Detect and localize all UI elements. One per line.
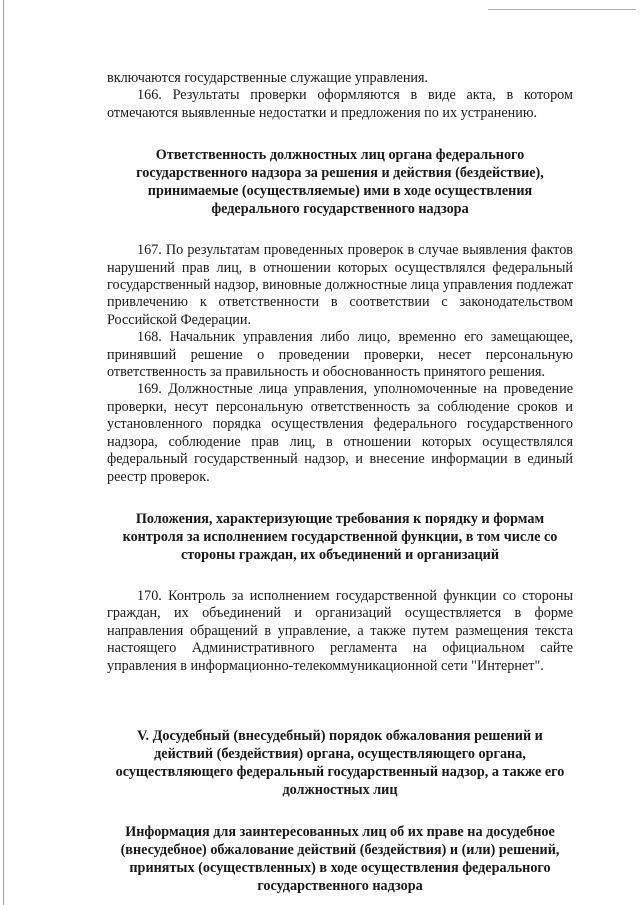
- heading-appeal-info: Информация для заинтересованных лиц об их праве на досудебное (внесудебное) обжалование действий (бездействия) и (или) решений, принятых (осуществленных) в ходе осуществления федерального государственного надзора: [120, 823, 560, 894]
- document-page: [107, 70, 573, 900]
- paragraph-continuation: включаются государственные служащие управления.: [107, 70, 429, 86]
- heading-control: Положения, характеризующие требования к порядку и формам контроля за исполнением государственной функции, в том числе со стороны граждан, их объединений и организаций: [122, 510, 558, 563]
- paragraph-167: 167. По результатам проведенных проверок в случае выявления фактов нарушений прав лиц, в отношении которых осуществлялся федеральный государственный надзор, виновные должностные лица управления подлежат привлечению к ответственности в соответствии с законодательством Российской Федерации.: [107, 242, 573, 328]
- heading-responsibility: Ответственность должностных лиц органа федерального государственного надзора за решения и действия (бездействие), принимаемые (осуществляемые) ими в ходе осуществления федерального государственного надзора: [136, 147, 544, 218]
- paragraph-169: 169. Должностные лица управления, уполномоченные на проведение проверки, несут персональную ответственность за соблюдение сроков и установленного порядка осуществления федерального государственного надзора, соблюдение прав лиц, в отношении которых осуществлялся федеральный государственный надзор, и внесение информации в единый реестр проверок.: [107, 381, 573, 485]
- heading-section-v: V. Досудебный (внесудебный) порядок обжалования решений и действий (бездействия) органа, осуществляющего органа, осуществляющего федеральный государственный надзор, а также его должностных лиц: [115, 727, 565, 798]
- scan-left-edge: [3, 0, 4, 905]
- paragraph-166: 166. Результаты проверки оформляются в виде акта, в котором отмечаются выявленные недостатки и предложения по их устранению.: [107, 87, 573, 121]
- paragraph-170: 170. Контроль за исполнением государственной функции со стороны граждан, их объединений и организаций осуществляется в форме направления обращений в управление, а также путем размещения текста настоящего Административного регламента на официальном сайте управления в информационно-телекоммуникационной сети "Интернет".: [107, 587, 573, 674]
- scan-top-edge: [488, 9, 636, 10]
- paragraph-168: 168. Начальник управления либо лицо, временно его замещающее, принявший решение о проведении проверки, несет персональную ответственность за правильность и обоснованность принятого решения.: [107, 329, 573, 381]
